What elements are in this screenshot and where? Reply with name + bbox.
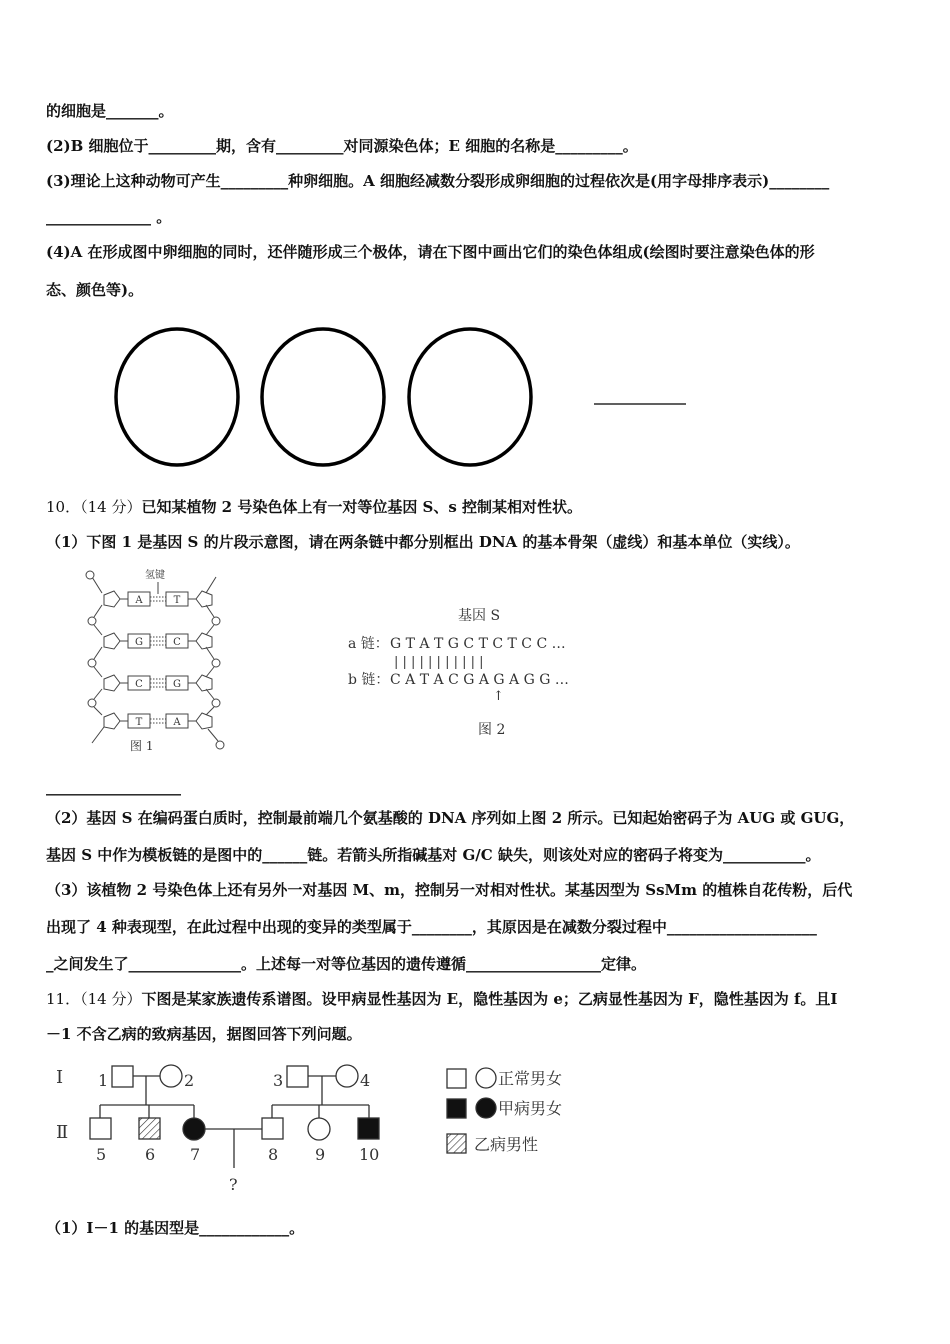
label-7: 7 [190, 1145, 201, 1164]
q10-part-3-cont-2: _之间发生了_______________。上述每一对等位基因的遗传遵循__________________定律。 [46, 955, 647, 973]
base-4-left: T [135, 717, 143, 728]
q10-part-3-cont: 出现了 4 种表现型，在此过程中出现的变异的类型属于________，其原因是在减数分裂过程中____________________ [46, 918, 817, 936]
generation-2-label: Ⅱ [56, 1122, 69, 1143]
base-2-right: C [173, 637, 181, 648]
legend-a-male [447, 1099, 466, 1118]
b-chain-label: b 链： [348, 672, 390, 688]
q10-part-2-cont: 基因 S 中作为模板链的是图中的______链。若箭头所指碱基对 G/C 缺失，则该处对应的密码子将变为___________。 [46, 846, 821, 864]
a-chain-sequence: G T A T G C T C T C C … [390, 636, 566, 652]
label-2: 2 [184, 1071, 195, 1090]
legend-b-label: 乙病男性 [474, 1135, 539, 1154]
q10-part-3: （3）该植物 2 号染色体上还有另外一对基因 M、m，控制另一对相对性状。某基因型为 SsMm 的植株自花传粉，后代 [46, 881, 853, 899]
legend-a-label: 甲病男女 [498, 1099, 563, 1118]
q10-number: 10．（14 分） [46, 498, 142, 516]
individual-7 [183, 1118, 205, 1140]
q9-part-2: (2)B 细胞位于_________期，含有_________对同源染色体；E 细胞的名称是_________。 [46, 137, 638, 155]
base-4-right: A [173, 717, 181, 728]
q9-part-4-cont: 态、颜色等)。 [46, 281, 144, 299]
legend-b-male [447, 1134, 466, 1153]
q10-part-2: （2）基因 S 在编码蛋白质时，控制最前端几个氨基酸的 DNA 序列如上图 2 所示。已知起始密码子为 AUG 或 GUG， [46, 809, 855, 827]
figure-1-caption: 图 1 [130, 739, 154, 753]
polar-body-circle-3[interactable] [409, 329, 531, 465]
deletion-arrow: ↑ [493, 689, 504, 704]
base-3-left: C [135, 679, 143, 690]
base-pair-bars: | | | | | | | | | | | [394, 655, 484, 670]
figure-2-title: 基因 S [458, 608, 501, 624]
legend-normal-male [447, 1069, 466, 1088]
q9-part-3: (3)理论上这种动物可产生_________种卵细胞。A 细胞经减数分裂形成卵细胞的过程依次是(用字母排序表示)________ [46, 172, 830, 190]
individual-1 [112, 1066, 133, 1087]
polar-body-circles [100, 325, 700, 480]
label-10: 10 [359, 1145, 380, 1164]
base-3-right: G [173, 679, 181, 690]
label-5: 5 [96, 1145, 107, 1164]
label-9: 9 [315, 1145, 326, 1164]
individual-4 [336, 1065, 358, 1087]
individual-5 [90, 1118, 111, 1139]
hydrogen-bond-label: 氢键 [145, 570, 165, 581]
generation-1-label: Ⅰ [56, 1067, 64, 1088]
figure-2-caption: 图 2 [478, 722, 506, 738]
q9-part-3-cont: ______________ 。 [46, 208, 172, 226]
label-1: 1 [98, 1071, 109, 1090]
base-2-left: G [135, 637, 143, 648]
a-chain-label: a 链： [348, 636, 389, 652]
legend-a-female [476, 1098, 496, 1118]
q10-part-1-answer: __________________ [46, 778, 181, 796]
polar-body-circle-2[interactable] [262, 329, 384, 465]
polar-body-circle-1[interactable] [116, 329, 238, 465]
q11-stem-cont: －1 不含乙病的致病基因，据图回答下列问题。 [46, 1025, 362, 1043]
dna-figure-2 [340, 600, 590, 745]
individual-10 [358, 1118, 379, 1139]
pedigree-chart [46, 1058, 586, 1198]
individual-6 [139, 1118, 160, 1139]
q11-part-1: （1）Ⅰ－1 的基因型是____________。 [46, 1219, 305, 1237]
dna-figure-1 [78, 565, 248, 755]
label-8: 8 [268, 1145, 279, 1164]
label-4: 4 [360, 1071, 371, 1090]
q10-stem [46, 497, 582, 517]
individual-8 [262, 1118, 283, 1139]
base-1-left: A [135, 595, 143, 606]
legend-normal-label: 正常男女 [498, 1069, 563, 1088]
base-1-right: T [173, 595, 181, 606]
individual-3 [287, 1066, 308, 1087]
legend-normal-female [476, 1068, 496, 1088]
individual-9 [308, 1118, 330, 1140]
q11-number: 11．（14 分） [46, 990, 142, 1008]
q10-text: 已知某植物 2 号染色体上有一对等位基因 S、s 控制某相对性状。 [141, 498, 583, 516]
label-3: 3 [273, 1071, 284, 1090]
q9-line-1: 的细胞是_______。 [46, 102, 174, 120]
q10-part-1: （1）下图 1 是基因 S 的片段示意图，请在两条链中都分别框出 DNA 的基本骨架（虚线）和基本单位（实线）。 [46, 533, 800, 551]
q11-stem [46, 989, 837, 1009]
individual-2 [160, 1065, 182, 1087]
q9-part-4: (4)A 在形成图中卵细胞的同时，还伴随形成三个极体，请在下图中画出它们的染色体组成(绘图时要注意染色体的形 [46, 243, 815, 261]
b-chain-sequence: C A T A C G A G A G G … [390, 672, 569, 688]
q11-text: 下图是某家族遗传系谱图。设甲病显性基因为 E，隐性基因为 e；乙病显性基因为 F，隐性基因为 f。且Ⅰ [141, 990, 838, 1008]
label-6: 6 [145, 1145, 156, 1164]
unknown-child-label: ? [229, 1175, 238, 1194]
